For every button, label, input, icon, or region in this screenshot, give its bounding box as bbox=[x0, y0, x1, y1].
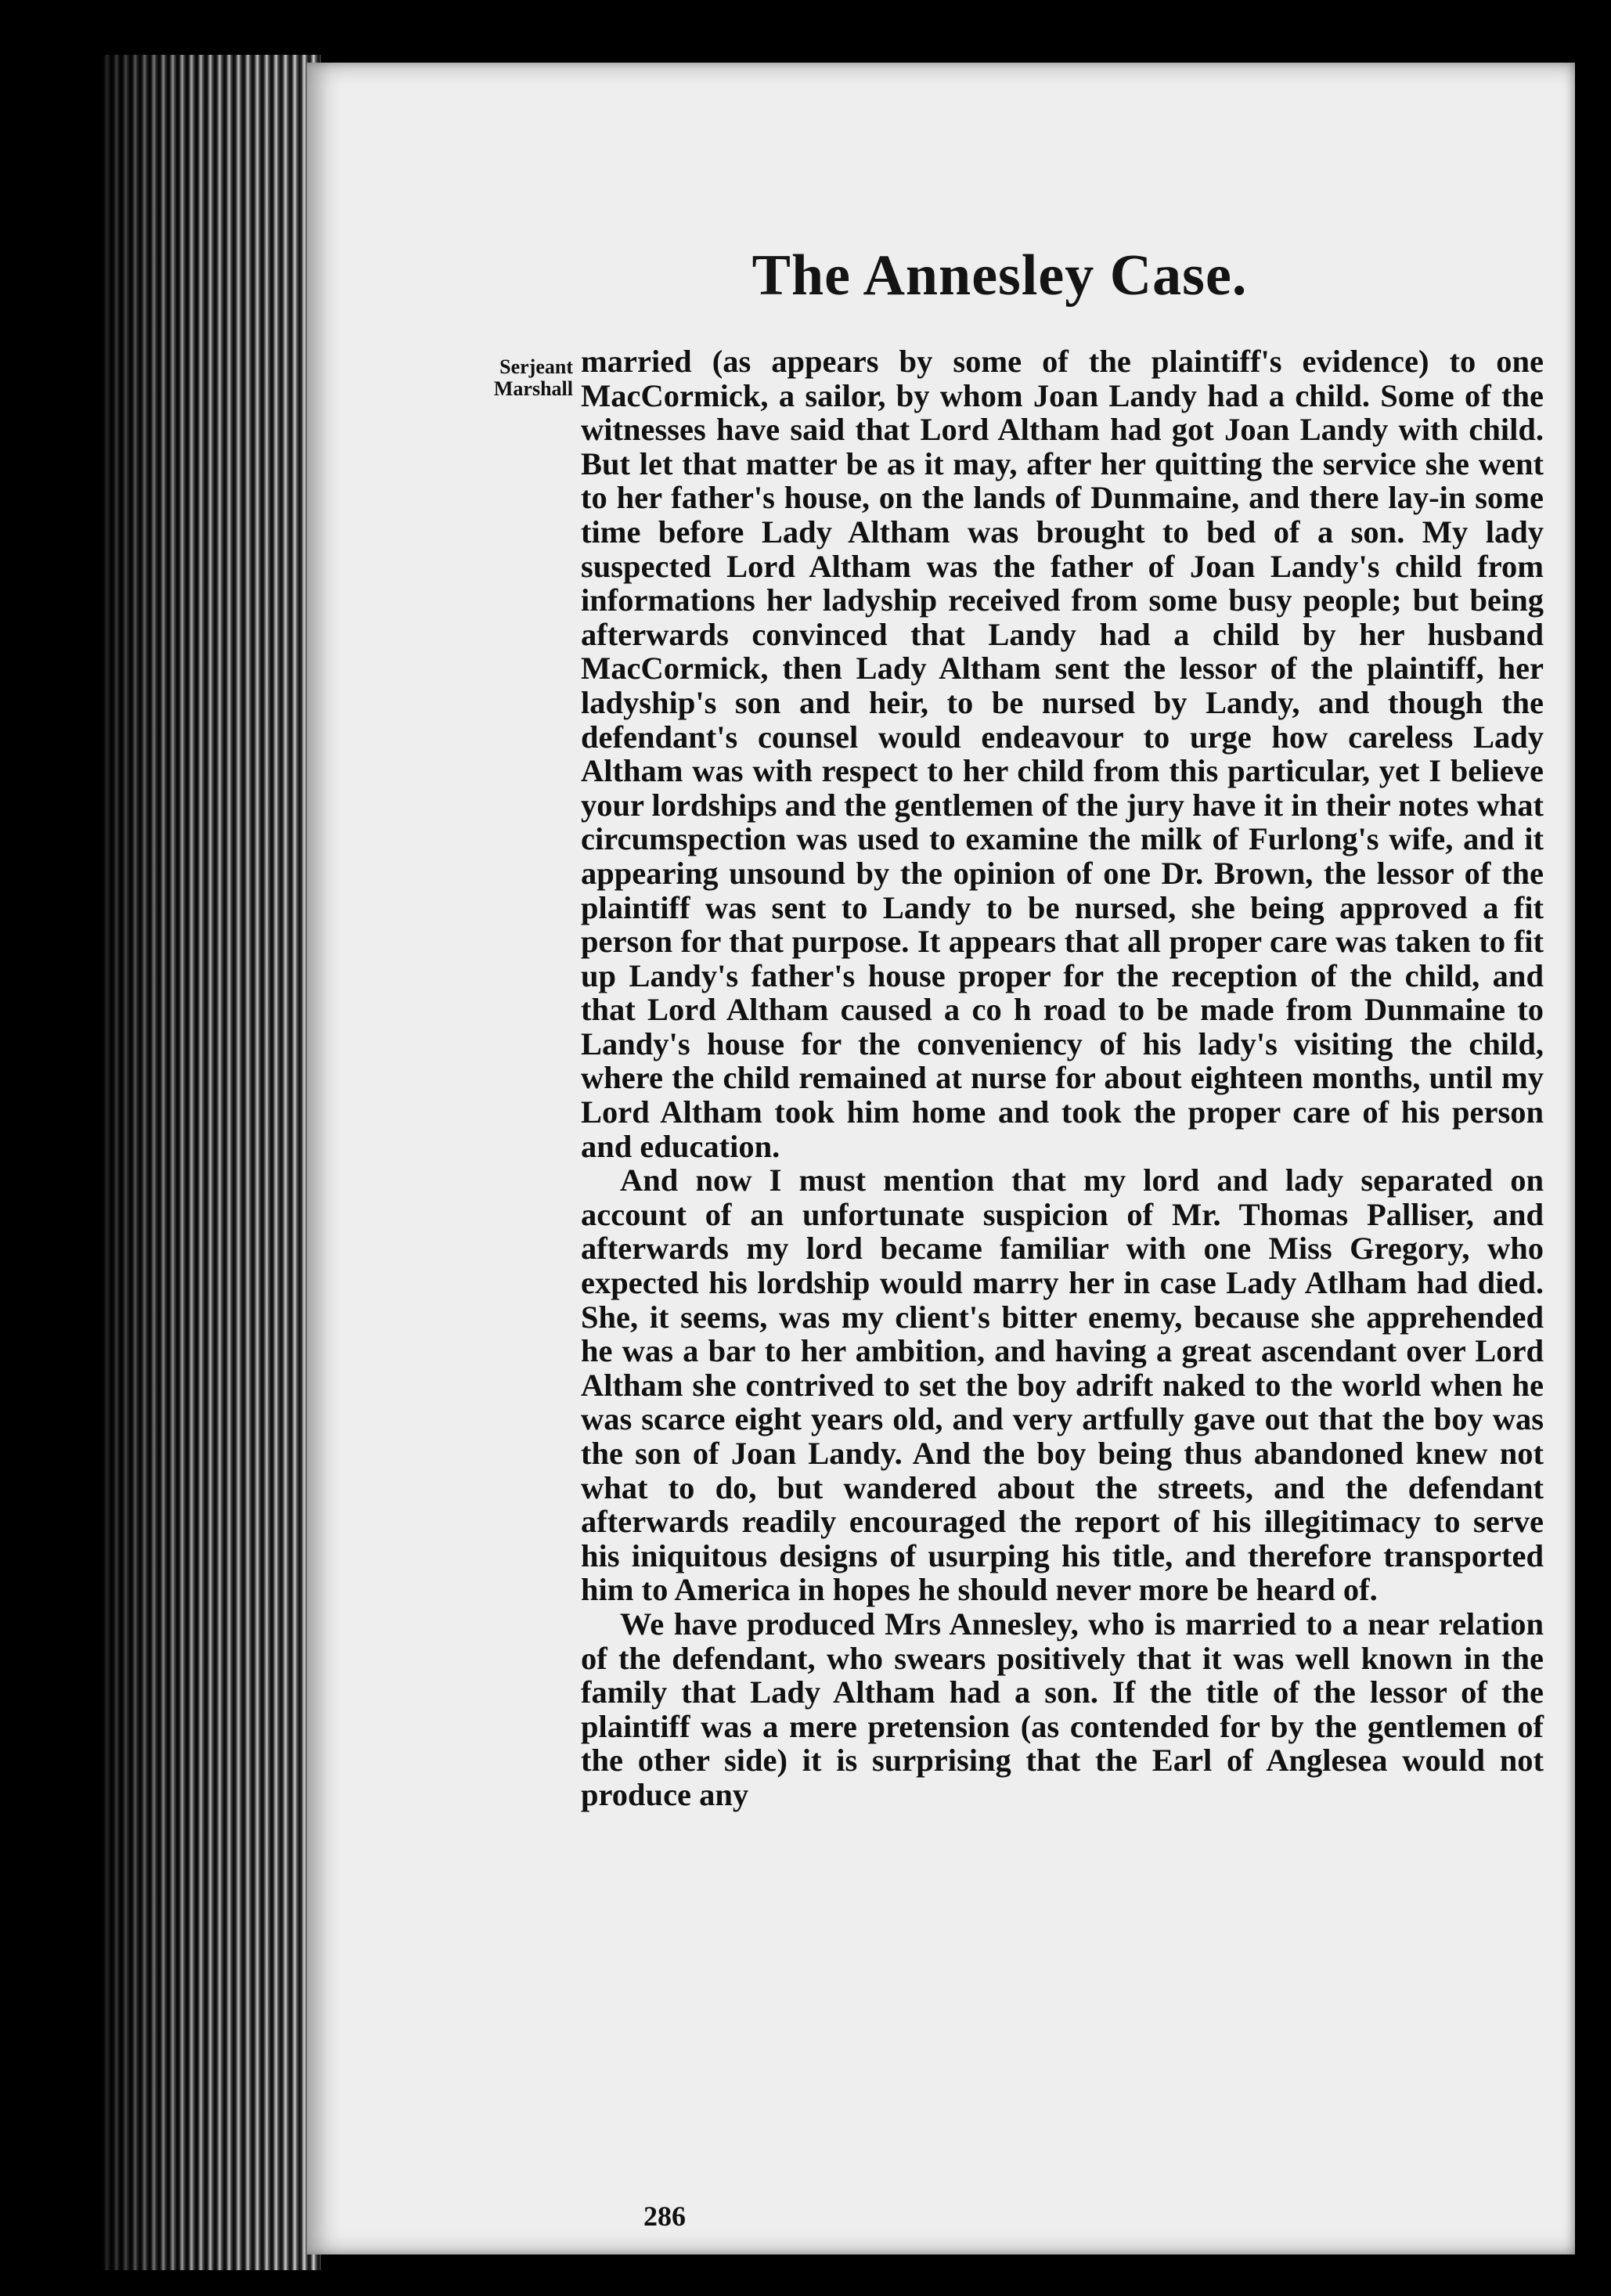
paragraph: We have produced Mrs Annesley, who is married to a near relation of the defendant, who swears positively that it was well known in the family that Lady Altham had a son. If the title of the lessor of the plaintiff was a mere pretension (as contended for by the gentlemen of the other side) it is surprising that the Earl of Anglesea would not produce any bbox=[581, 1606, 1544, 1812]
margin-note bbox=[456, 356, 573, 400]
page-number: 286 bbox=[643, 2200, 686, 2232]
page-title: The Annesley Case. bbox=[751, 243, 1248, 308]
margin-note-line: Serjeant bbox=[499, 355, 573, 378]
book-page-edges bbox=[102, 55, 321, 2270]
margin-note-line: Marshall bbox=[493, 377, 573, 400]
body-text bbox=[581, 344, 1544, 1812]
book-page bbox=[307, 63, 1575, 2255]
paragraph: married (as appears by some of the plaintiff's evidence) to one MacCormick, a sailor, by whom Joan Landy had a child. Some of the witnesses have said that Lord Altham had got Joan Landy with child. But let that matter be as it may, after her quitting the service she went to her father's house, on the lands of Dunmaine, and there lay-in some time before Lady Altham was brought to bed of a son. My lady suspected Lord Altham was the father of Joan Landy's child from informations her ladyship received from some busy people; but being afterwards convinced that Landy had a child by her husband MacCormick, then Lady Altham sent the lessor of the plaintiff, her ladyship's son and heir, to be nursed by Landy, and though the defendant's counsel would endeavour to urge how careless Lady Altham was with respect to her child from this particular, yet I believe your lordships and the gentlemen of the jury have it in their notes what circumspection was used to examine the milk of Furlong's wife, and it appearing unsound by the opinion of one Dr. Brown, the lessor of the plaintiff was sent to Landy to be nursed, she being approved a fit person for that purpose. It appears that all proper care was taken to fit up Landy's father's house proper for the reception of the child, and that Lord Altham caused a co h road to be made from Dunmaine to Landy's house for the conveniency of his lady's visiting the child, where the child remained at nurse for about eighteen months, until my Lord Altham took him home and took the proper care of his person and education. bbox=[581, 344, 1544, 1164]
paragraph: And now I must mention that my lord and lady separated on account of an unfortunate suspicion of Mr. Thomas Palliser, and afterwards my lord became familiar with one Miss Gregory, who expected his lordship would marry her in case Lady Atlham had died. She, it seems, was my client's bitter enemy, because she apprehended he was a bar to her ambition, and having a great ascendant over Lord Altham she contrived to set the boy adrift naked to the world when he was scarce eight years old, and very artfully gave out that the boy was the son of Joan Landy. And the boy being thus abandoned knew not what to do, but wandered about the streets, and the defendant afterwards readily encouraged the report of his illegitimacy to serve his iniquitous designs of usurping his title, and therefore transported him to America in hopes he should never more be heard of. bbox=[581, 1162, 1544, 1608]
